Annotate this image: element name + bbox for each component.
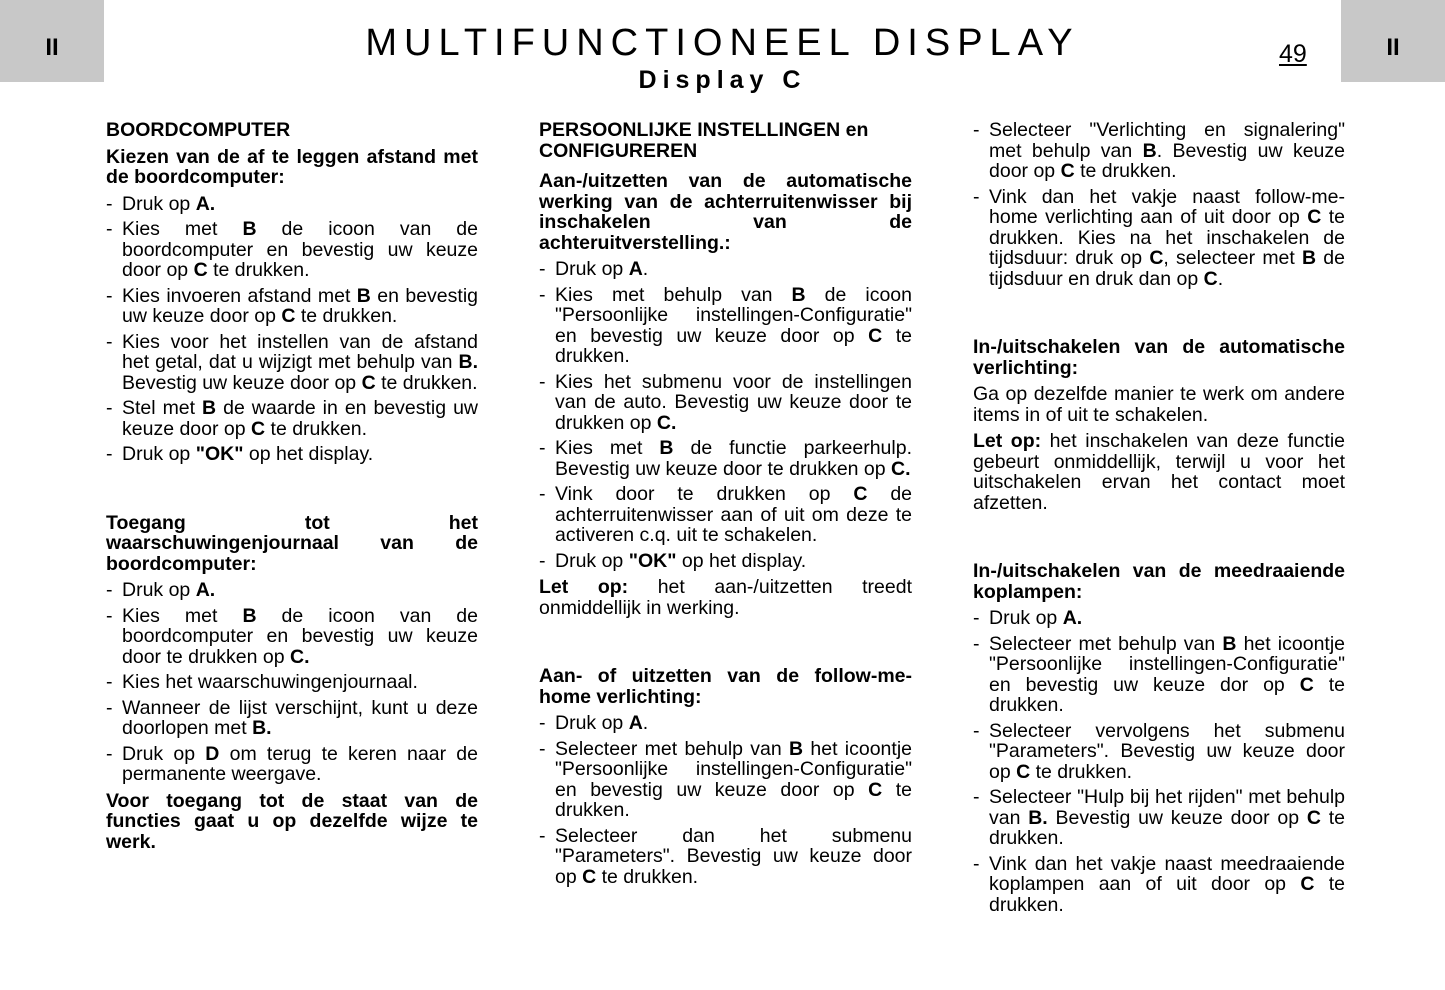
list-item: - Vink door te drukken op C de achterruitenwisser aan of uit om deze te activeren c.q. uit te schakelen. [539,484,912,546]
list-item: - Druk op D om terug te keren naar de permanente weergave. [106,744,478,785]
step-list [973,608,1345,915]
list-item: - Stel met B de waarde in en bevestig uw keuze door op C te drukken. [106,398,478,439]
list-item: - Selecteer met behulp van B het icoontje "Persoonlijke instellingen-Configuratie" en bevestig uw keuze door op C te drukken. [539,739,912,821]
subsection-title: In-/uitschakelen van de automatische verlichting: [973,336,1345,379]
list-item: - Kies met B de icoon van de boordcomputer en bevestig uw keuze door te drukken op C. [106,606,478,668]
step-list [106,194,478,465]
step-list [973,120,1345,289]
page-title: MULTIFUNCTIONEEL DISPLAY [365,22,1080,64]
list-item: - Wanneer de lijst verschijnt, kunt u deze doorlopen met B. [106,698,478,739]
subsection-title: Kiezen van de af te leggen afstand met de boordcomputer: [106,145,478,188]
body-text: Ga op dezelfde manier te werk om andere items in of uit te schakelen. [973,383,1345,426]
list-item: - Selecteer dan het submenu "Parameters". Bevestig uw keuze door op C te drukken. [539,826,912,888]
list-item: - Vink dan het vakje naast meedraaiende koplampen aan of uit door op C te drukken. [973,854,1345,916]
list-item: - Selecteer "Verlichting en signalering" met behulp van B. Bevestig uw keuze door op C te drukken. [973,120,1345,182]
list-item: - Selecteer met behulp van B het icoontje "Persoonlijke instellingen-Configuratie" en bevestig uw keuze dor op C te drukken. [973,634,1345,716]
list-item: - Druk op "OK" op het display. [539,551,912,572]
chapter-tab-left-label: II [45,34,59,61]
list-item: - Druk op A. [539,713,912,734]
page-number: 49 [1279,40,1307,68]
list-item: - Kies invoeren afstand met B en bevestig uw keuze door op C te drukken. [106,286,478,327]
list-item: - Kies het waarschuwingenjournaal. [106,672,478,693]
chapter-tab-right-label: II [1386,34,1400,61]
step-list [539,259,912,571]
list-item: - Selecteer "Hulp bij het rijden" met behulp van B. Bevestig uw keuze door op C te drukken. [973,787,1345,849]
list-item: - Kies met B de icoon van de boordcomputer en bevestig uw keuze door op C te drukken. [106,219,478,281]
list-item: - Druk op A. [539,259,912,280]
step-list [106,580,478,785]
column-left [106,120,478,858]
list-item: - Druk op "OK" op het display. [106,444,478,465]
list-item: - Kies het submenu voor de instellingen van de auto. Bevestig uw keuze door te drukken op C. [539,372,912,434]
list-item: - Vink dan het vakje naast follow-me-home verlichting aan of uit door op C te drukken. Kies na het inschakelen de tijdsduur: druk op C, selecteer met B de tijdsduur en druk dan op C. [973,187,1345,290]
list-item: - Druk op A. [973,608,1345,629]
page-subtitle: Display C [638,66,807,94]
list-item: - Kies met B de functie parkeerhulp. Bevestig uw keuze door te drukken op C. [539,438,912,479]
note-text: Let op: het aan-/uitzetten treedt onmiddellijk in werking. [539,576,912,619]
column-right [973,120,1345,921]
note-text: Let op: het inschakelen van deze functie gebeurt onmiddellijk, terwijl u voor het uitschakelen ervan het contact moet afzetten. [973,430,1345,514]
subsection-title: Aan-/uitzetten van de automatische werking van de achterruitenwisser bij inschakelen van de achteruitverstelling.: [539,170,912,254]
note-text: Voor toegang tot de staat van de functies gaat u op dezelfde wijze te werk. [106,789,478,853]
list-item: - Kies voor het instellen van de afstand het getal, dat u wijzigt met behulp van B. Bevestig uw keuze door op C te drukken. [106,332,478,394]
list-item: - Kies met behulp van B de icoon "Persoonlijke instellingen-Configuratie" en bevestig uw keuze door op C te drukken. [539,285,912,367]
step-list [539,713,912,887]
subsection-title: Toegang tot het waarschuwingenjournaal van de boordcomputer: [106,511,478,575]
subsection-title: Aan- of uitzetten van de follow-me-home verlichting: [539,665,912,708]
list-item: - Druk op A. [106,194,478,215]
list-item: - Druk op A. [106,580,478,601]
list-item: - Selecteer vervolgens het submenu "Parameters". Bevestig uw keuze door op C te drukken. [973,721,1345,783]
section-heading: PERSOONLIJKE INSTELLINGEN en CONFIGUREREN [539,119,869,162]
section-heading: BOORDCOMPUTER [106,119,291,141]
column-middle [539,120,912,893]
subsection-title: In-/uitschakelen van de meedraaiende koplampen: [973,560,1345,603]
